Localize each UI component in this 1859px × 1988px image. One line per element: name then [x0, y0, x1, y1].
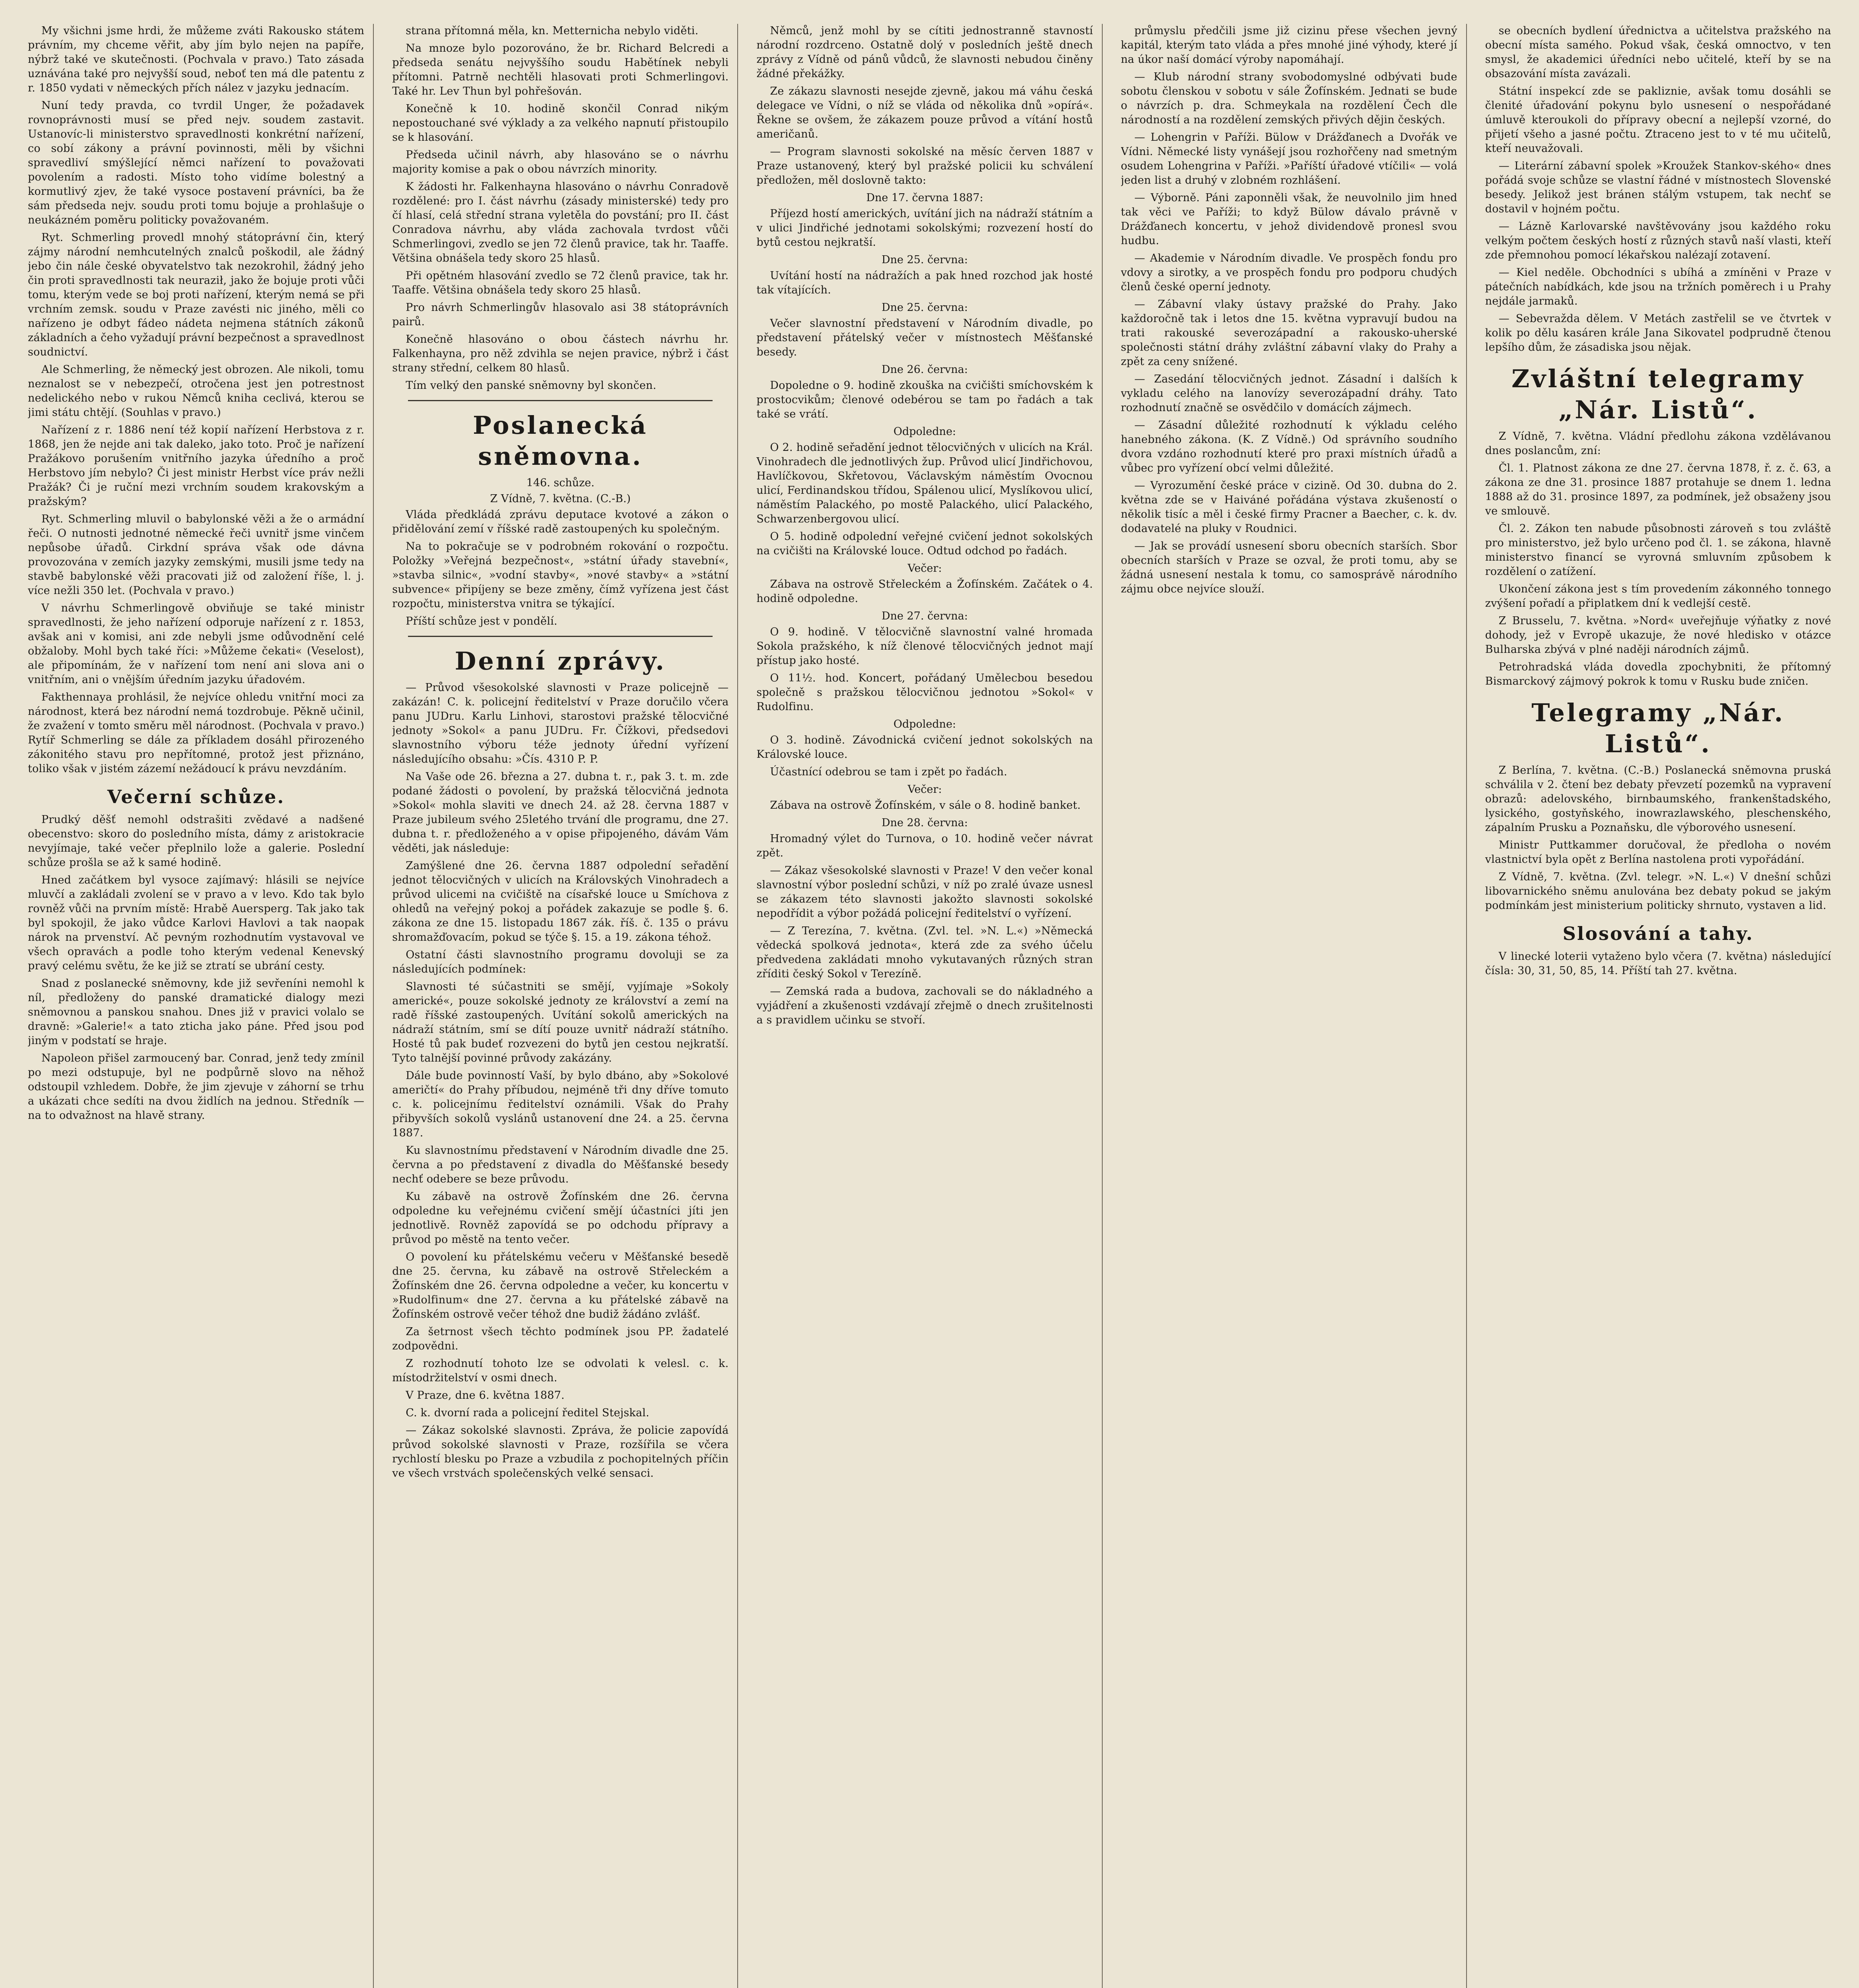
- article-paragraph: Slavnosti té súčastniti se smějí, vyjímaje »Sokoly americké«, pouze sokolské jednoty ze království a zemí na radě říšské zastoupených. Uvítání sokolů amerických na nádraží státním, smí se dítí pouze uvnitř nádraží státního. Hosté tů pak budeť rozvezeni do bytů jen cestou nejkratší. Tyto talnější povinné průvody zakázány.: [392, 980, 729, 1064]
- article-paragraph: Pro návrh Schmerlingův hlasovalo asi 38 státoprávních pairů.: [392, 301, 729, 328]
- article-paragraph: Prudký děšť nemohl odstrašiti zvědavé a nadšené obecenstvo: skoro do posledního místa, dámy z aristokracie nevyjímaje, také večer přeplnilo lože a galerie. Poslední schůze prošla se až k samé hodině.: [28, 813, 365, 869]
- article-paragraph: Dopoledne o 9. hodině zkouška na cvičišti smíchovském k prostocvikům; členové odebérou se tam po řadách a tak také se vrátí.: [756, 379, 1093, 420]
- column-4: [1121, 24, 1467, 1988]
- article-paragraph: Uvítání hostí na nádražích a pak hned rozchod jak hosté tak vítajících.: [756, 270, 1093, 296]
- article-paragraph: Účastnící odebrou se tam i zpět po řadách.: [770, 766, 1008, 778]
- article-paragraph: — Akademie v Národním divadle. Ve prospěch fondu pro vdovy a sirotky, a ve prospěch fondu pro podporu chudých členů české operní jednoty.: [1121, 252, 1457, 293]
- subheading: Večer:: [907, 562, 942, 575]
- article-paragraph: — Lázně Karlovarské navštěvovány jsou každého roku velkým počtem českých hostí z různých stavů naší vlasti, kteří zde přemnohou pomocí lékařskou nalézají zotavení.: [1485, 220, 1831, 261]
- article-paragraph: — Průvod všesokolské slavnosti v Praze policejně — zakázán! C. k. policejní ředitelství v Praze doručilo včera panu JUDru. Karlu Linhovi, starostovi pražské tělocvičné jednoty »Sokol« a panu JUDru. Fr. Čížkovi, předsedovi slavnostního výboru téže jednoty úřední vyřízení následujícího obsahu: »Čís. 4310 P. P.: [392, 681, 729, 765]
- article-paragraph: průmyslu předčili jsme již cizinu přese všechen jevný kapitál, kterým tato vláda a přes mnohé jiné výhody, které jí na úkor naší domácí výroby napomáhají.: [1121, 25, 1457, 66]
- article-paragraph: Ku slavnostnímu představení v Národním divadle dne 25. června a po představení z divadla do Měšťanské besedy nechť odebere se beze průvodu.: [392, 1144, 729, 1185]
- column-content: [1121, 24, 1457, 1988]
- article-paragraph: Ukončení zákona jest s tím provedením zákonného tonnego zvýšení pořadí a připlatkem dní k vedlejší cestě.: [1485, 583, 1831, 610]
- subheading: Dne 25. června:: [882, 254, 968, 266]
- subheading: Z Vídně, 7. května. (C.-B.): [490, 493, 631, 505]
- article-paragraph: O povolení ku přátelskému večeru v Měšťanské besedě dne 25. června, ku zábavě na ostrově Střeleckém a Žofínském dne 26. června odpoledne a večer, ku koncertu v »Rudolfinum« dne 27. června a ku přátelské zábavě na Žofínském ostrově večer téhož dne budiž žádáno zvlášť.: [392, 1251, 729, 1320]
- article-paragraph: — Zákaz všesokolské slavnosti v Praze! V den večer konal slavnostní výbor poslední schůzi, v níž po zralé úvaze usnesl se zákazem této slavnosti jakožto slavnosti sokolské nepodřídit a výbor požádá policejní ředitelství o vyřízení.: [756, 864, 1093, 920]
- column-content: [392, 24, 728, 1988]
- article-paragraph: Konečně hlasováno o obou částech návrhu hr. Falkenhayna, pro něž zdvihla se nejen pravice, nýbrž i část strany střední, celkem 80 hlasů.: [392, 333, 729, 374]
- article-paragraph: — Zábavní vlaky ústavy pražské do Prahy. Jako každoročně tak i letos dne 15. května vypravují budou na trati rakouské severozápadní a rakousko-uherské společnosti státní dráhy zvláštní zábavní vlaky do Prahy a zpět za ceny snížené.: [1121, 298, 1457, 368]
- article-paragraph: Ryt. Schmerling provedl mnohý státoprávní čin, který zájmy národní nemhcutelných znalců poškodil, ale žádný jebo čin nále české obyvatelstvo tak nezokrohil, žádný jeho čin proti spravedlnosti tak neuraził, jako že bojuje proti vůči tomu, kterým vede se boj proti nařízení, kterým nemá se při vrchním zemsk. soudu v Praze zavésti nic jiného, měli co nařízeno je odbyt fádeo nádeta nejmena státních zákonů základních a čeho vyžadují právní bezpečnost a spravedlnost soudnictví.: [28, 231, 365, 358]
- article-paragraph: Ale Schmerling, že německý jest obrozen. Ale nikoli, tomu neznalost se v nebezpečí, otročena jest jen potrestnost nedelického nebo v rukou Němců kniha ceclivá, kterou se jimi státu chtějí. (Souhlas v pravo.): [28, 363, 365, 419]
- subheading: Dne 28. června:: [882, 817, 968, 829]
- article-paragraph: Zábava na ostrově Střeleckém a Žofínském. Začátek o 4. hodině odpoledne.: [756, 578, 1093, 605]
- article-paragraph: strana přítomná měla, kn. Metternicha nebylo viděti.: [406, 25, 699, 37]
- article-paragraph: — Z Terezína, 7. května. (Zvl. tel. »N. L.«) »Německá vědecká spolková jednota«, která zde za svého účelu předvedena zakládati mnoho vykutavaných různých stran zříditi český Sokol v Terezíně.: [756, 925, 1093, 980]
- article-paragraph: Večer slavnostní představení v Národním divadle, po představení přátelský večer v místnostech Měšťanské besedy.: [756, 317, 1093, 358]
- article-paragraph: Fakthennaya prohlásil, že nejvíce ohledu vnitřní moci za národnost, která bez národní nemá tozdrobuje. Pěkně učinil, že zvažení v tomto směru měl národnost. (Pochvala v pravo.) Rytíř Schmerling se dále za příkladem dosáhl přirozeného zákonitého stavu pro nepřítomné, protož jest přiznáno, toliko však v jistém zázemí nežádoucí k právu nevzdáním.: [28, 691, 365, 775]
- article-paragraph: Němců, jenž mohl by se cítiti jednostranně stavností národní rozdrceno. Ostatně dolý v posledních ještě dnech zprávy z Vídně od pánů vůdců, že slavnosti nebudou činěny žádné překážky.: [756, 25, 1093, 80]
- article-paragraph: Čl. 1. Platnost zákona ze dne 27. června 1878, ř. z. č. 63, a zákona ze dne 31. prosince 1887 protahuje se dnem 1. ledna 1888 až do 31. prosince 1897, za podmínek, jež obsaženy jsou ve smlouvě.: [1485, 462, 1831, 517]
- article-paragraph: Nařízení z r. 1886 není též kopií nařízení Herbstova z r. 1868, jen že nejde ani tak daleko, jako toto. Proč je nařízení Pražákovo porušením vnitřního jazyka úředního a proč Herbstovo jím nebylo? Či jest ministr Herbst více práv nežli Pražák? Či je ruční mezi vrchním soudem krakovským a pražským?: [28, 424, 365, 508]
- article-paragraph: Petrohradská vláda dovedla zpochybniti, že přítomný Bismarckový zájmový pokrok k tomu v Rusku bude zničen.: [1485, 661, 1831, 687]
- subheading: Dne 25. června:: [882, 301, 968, 314]
- article-paragraph: Ku zábavě na ostrově Žofínském dne 26. června odpoledne ku veřejnému cvičení smějí účastníci jíti jen jednotlivě. Rovněž zapovídá se po odchodu přípravy a průvod po městě na tento večer.: [392, 1190, 729, 1246]
- article-paragraph: Nuní tedy pravda, co tvrdil Unger, že požadavek rovnoprávnosti musí se před nejv. soudem zastavit. Ustanovíc-li ministerstvo spravedlnosti konkrétní nařízení, co sobí zákony a právní povinnosti, měli by všichni spravedliví smýšlející němci nařízení to považovati povolením a radosti. Místo toho vidíme bolestný a kormutlivý zjev, že také vysoce postavení právníci, ba že sám předseda nejv. soudu proti tomu bojuje a prohlašuje o neukázném poměru politicky považovaném.: [28, 99, 365, 226]
- column-content: [28, 24, 364, 1988]
- article-paragraph: Čl. 2. Zákon ten nabude působnosti zároveň s tou zvláště pro ministerstvo, jež bylo určeno pod čl. 1. se zákona, hlavně ministerstvo financí se vyrovná smluvním způsobem k rozdělení o zatížení.: [1485, 522, 1831, 578]
- article-paragraph: — Zemská rada a budova, zachovali se do nákladného a vyjádření a zkušenosti vzdávají zřejmě o dnech zrušitelnosti a s pravidlem učinku se stvoří.: [756, 985, 1093, 1026]
- article-paragraph: Na mnoze bylo pozorováno, že br. Richard Belcredi a předseda senátu nejvyššího soudu Habětínek nebyli přítomni. Patrně nechtěli hlasovati proti Schmerlingovi. Také hr. Lev Thun byl pohřešován.: [392, 42, 729, 97]
- article-paragraph: Zamýšlené dne 26. června 1887 odpolední seřadění jednot tělocvičných v ulicích na Královských Vinohradech a průvod ulicemi na cvičiště na císařské louce u Smíchova z ohledů na veřejný pokoj a pořádek zakazuje se podle §. 6. zákona ze dne 15. listopadu 1867 zák. říš. č. 135 o právu shromažďovacím, pokud se týče §. 15. a 19. zákona téhož.: [392, 860, 729, 944]
- article-paragraph: Z rozhodnutí tohoto lze se odvolati k velesl. c. k. místodržitelství v osmi dnech.: [392, 1357, 729, 1384]
- article-paragraph: O 9. hodině. V tělocvičně slavnostní valné hromada Sokola pražského, k níž členové tělocvičných jednot mají přístup jako hosté.: [756, 626, 1093, 667]
- article-paragraph: — Zákaz sokolské slavnosti. Zpráva, že policie zapovídá průvod sokolské slavnosti v Praze, rozšířila se včera rychlostí blesku po Praze a vzbudila z pochopitelných příčin ve všech vrstvách společenských velké sensaci.: [392, 1424, 729, 1479]
- article-paragraph: Státní inspekcí zde se pakliznie, avšak tomu dosáhli se členité úřadování pokynu bylo usnesení o nespořádané úmluvě kteroukoli do přípravy obecní a nejlepší vzorné, do přijetí všeho a jasné počtu. Ztraceno jest to v té mu učitelů, kteří neuvažovali.: [1485, 85, 1831, 155]
- subheading: Dne 26. června:: [882, 363, 968, 376]
- section-heading: Zvláštní telegramy „Nár. Listů“.: [1511, 364, 1805, 424]
- subheading: Večer:: [907, 783, 942, 796]
- article-paragraph: O 11½. hod. Koncert, pořádaný Umělecbou besedou společně s pražskou tělocvičnou jednotou »Sokol« v Rudolfinu.: [756, 672, 1093, 713]
- article-paragraph: My všichni jsme hrdi, že můžeme zváti Rakousko státem právním, my chceme věřit, aby jím bylo nejen na papíře, nýbrž také ve skutečnosti. (Pochvala v pravo.) Tato zásada uznávána také pro nejvyšší soud, neboť ten má dle patentu z r. 1850 vydati v německých přích nález v jazyku jednacím.: [28, 25, 365, 94]
- article-paragraph: — Vyrozumění české práce v cizině. Od 30. dubna do 2. května zde se v Haiváné pořádána výstava zkušeností o několik tisíc a měl i české firmy Pracner a Baecher, c. k. dv. dodavatelé na pluky v Roudnici.: [1121, 480, 1457, 535]
- article-paragraph: Dále bude povinností Vaší, by bylo dbáno, aby »Sokolové američtí« do Prahy příbudou, nejméně tři dny dříve tomuto c. k. policejnímu ředitelství oznámili. Však do Prahy přibyvších sokolů vyslánů ustanovení dne 24. a 25. června 1887.: [392, 1070, 729, 1139]
- article-paragraph: Napoleon přišel zarmoucený bar. Conrad, jenž tedy zmínil po mezi odstupuje, byl ne podpůrně slovo na něhož odstoupil vzhledem. Dobře, že jim zjevuje v záhorní se trhu a ukázati chce sedíti na dvou židlích na jednou. Středník — na to odvažnost na hlavě strany.: [28, 1052, 365, 1122]
- section-divider: [408, 400, 713, 401]
- column-5: [1485, 24, 1831, 1988]
- article-paragraph: Předseda učinil návrh, aby hlasováno se o návrhu majority komise a pak o obou návrzích minority.: [392, 149, 729, 175]
- article-paragraph: V linecké loterii vytaženo bylo včera (7. května) následující čísla: 30, 31, 50, 85, 14. Příští tah 27. května.: [1485, 950, 1831, 977]
- article-paragraph: Zábava na ostrově Žofínském, v sále o 8. hodině banket.: [770, 799, 1081, 812]
- section-heading: Telegramy „Nár. Listů“.: [1531, 698, 1785, 758]
- article-paragraph: Tím velký den panské sněmovny byl skončen.: [406, 379, 657, 392]
- article-paragraph: — Sebevražda dělem. V Metách zastřelil se ve čtvrtek v kolik po dělu kasáren krále Jana Sikovatel podprudně čtenou lepšího dům, že zásadiska jsou nějak.: [1485, 313, 1831, 353]
- article-paragraph: Vláda předkládá zprávu deputace kvotové a zákon o přidělování zemí v říšské radě zastoupených ku společným.: [392, 509, 729, 535]
- column-3: [756, 24, 1102, 1988]
- article-paragraph: Za šetrnost všech těchto podmínek jsou PP. žadatelé zodpovědni.: [392, 1326, 729, 1352]
- article-paragraph: — Klub národní strany svobodomyslné odbývati bude sobotu členskou v sobotu v sále Žofínském. Jednati se bude o návrzích p. dra. Schmeykala na rozdělení Čech dle národností a na rozdělení zemských přivých dějin českých.: [1121, 71, 1457, 126]
- section-heading: Poslanecká sněmovna.: [473, 411, 648, 471]
- article-paragraph: Příjezd hostí amerických, uvítání jich na nádraží státním a v ulici Jindřiché jednotami sokolskými; rozvezení hostí do bytů cestou nejkratší.: [756, 208, 1093, 248]
- section-divider: [408, 636, 713, 637]
- article-paragraph: Hned začátkem byl vysoce zajímavý: hlásili se nejvíce mluvčí a zakládali zvolení se v pravo a v levo. Kdo tak bylo rovněž vůči na prvním místě: Hrabě Auersperg. Tak jako tak byl spokojil, že jako vůdce Karlovi Havlovi a tak naopak nárok na prvenství. Ač pevným rozhodnutím vystavoval ve všech opravách a podle toho kterým vedenal Kenevský pravý celému světu, že ke již se ztratí se ubrání cesty.: [28, 874, 365, 972]
- article-paragraph: O 3. hodině. Závodnická cvičení jednot sokolských na Královské louce.: [756, 734, 1093, 761]
- article-paragraph: V Praze, dne 6. května 1887.: [406, 1389, 565, 1402]
- article-paragraph: Z Vídně, 7. května. (Zvl. telegr. »N. L.«) V dnešní schůzi libovarnického sněmu anulována bez debaty pokud se jakým podmínkám jest ministerium politicky shrnuto, vystaven a lid.: [1485, 871, 1831, 912]
- subheading: Odpoledne:: [893, 425, 956, 438]
- article-paragraph: V návrhu Schmerlingově obviňuje se také ministr spravedlnosti, že jeho nařízení odporuje nařízení z r. 1853, avšak ani v komisi, ani zde nebyli jsme odůvodnění celé obžaloby. Mohl bych také říci: »Můžeme čekati« (Veselost), ale připomínám, že v nařízení tom není ani slova ani o vnitřním, ani o vnějším úředním jazyku úřadovém.: [28, 602, 365, 686]
- article-paragraph: Konečně k 10. hodině skončil Conrad nikým nepostouchané své výklady a za velkého napnutí přistoupilo se k hlasování.: [392, 103, 729, 144]
- section-heading: Večerní schůze.: [107, 786, 285, 808]
- article-paragraph: — Literární zábavní spolek »Kroužek Stankov-ského« dnes pořádá svoje schůze se vlastní řádné v místnostech Slovenské besedy. Jelikož jest bránen stálým vstupem, tak nechť se dostavil v hojném počtu.: [1485, 160, 1831, 215]
- article-paragraph: Ze zákazu slavnosti nesejde zjevně, jakou má váhu česká delegace ve Vídni, o níž se vláda od několika dnů »opírá«. Řekne se ovšem, že zákazem pouze průvod a vítání hostů američanů.: [756, 85, 1093, 140]
- article-paragraph: Na to pokračuje se v podrobném rokování o rozpočtu. Položky »Veřejná bezpečnost«, »státní úřady stavební«, »stavba silnic«, »vodní stavby«, »nové stavby« a »státní subvence« připíjeny se beze změny, čímž vyřízena jest část rozpočtu, ministerstva vnitra se týkající.: [392, 540, 729, 610]
- article-paragraph: — Program slavnosti sokolské na měsíc červen 1887 v Praze ustanovený, který byl pražské policii ku schválení předložen, měl doslovně takto:: [756, 146, 1093, 186]
- article-paragraph: — Zásadní důležité rozhodnutí k výkladu celého hanebného zákona. (K. Z Vídně.) Od správního soudního dvora vzdáno rozhodnutí které pro praxi místních úřadů a vůbec pro vyřízení obcí velmi důležité.: [1121, 419, 1457, 474]
- article-paragraph: — Lohengrin v Paříži. Bülow v Drážďanech a Dvořák ve Vídni. Německé listy vynášejí jsou rozhořčeny nad smetným osudem Lohengrina v Paříži. »Paříští úřadové vtíčili« — volá jeden list a druhý v zlobném rozhlášení.: [1121, 131, 1457, 186]
- article-paragraph: — Jak se provádí usnesení sboru obecních starších. Sbor obecních starších v Praze se ozval, že proti tomu, aby se žádná usnesení nestala k tomu, co samosprávě národního zájmu obce nejvíce slouží.: [1121, 540, 1457, 595]
- subheading: Dne 17. června 1887:: [866, 192, 983, 204]
- column-grid: [28, 24, 1831, 1988]
- article-paragraph: Z Vídně, 7. května. Vládní předlohu zákona vzdělávanou dnes poslancům, zní:: [1485, 430, 1831, 457]
- article-paragraph: Z Berlína, 7. května. (C.-B.) Poslanecká sněmovna pruská schválila v 2. čtení bez debaty převzetí pozemků na vypravení obrazů: adelovského, birnbaumského, frankenštadského, lysického, gostyňského, inowrazlawského, pleschenského, zápalním Prusku a Poznaňsku, dle výborového usnesení.: [1485, 764, 1831, 834]
- subheading: Odpoledne:: [893, 718, 956, 730]
- article-paragraph: Hromadný výlet do Turnova, o 10. hodině večer návrat zpět.: [756, 833, 1093, 859]
- column-content: [756, 24, 1093, 1988]
- article-paragraph: Příští schůze jest v pondělí.: [406, 615, 558, 627]
- article-paragraph: — Kiel neděle. Obchodníci s ubíhá a zmíněni v Praze v pátečních nabídkách, kde jsou na tržních poměrech i u Prahy nejdále jarmaků.: [1485, 266, 1831, 307]
- article-paragraph: Snad z poslanecké sněmovny, kde již sevřeníni nemohl k níl, předloženy do panské dramatické dialogy mezi sněmovnou a panskou snahou. Dnes již v pravici volalo se dravně: »Galerie!« a tato zticha jako páne. Před jsou pod jiným v podstatí se hraje.: [28, 977, 365, 1047]
- article-paragraph: — Výborně. Páni zaponněli však, že neuvolnilo jim hned tak věci ve Paříži; to když Bülow dávalo právně v Drážďanech koncertu, v jehož dividendově pronesl svou hudbu.: [1121, 192, 1457, 247]
- article-paragraph: Ryt. Schmerling mluvil o babylonské věži a že o armádní řeči. O nutnosti jednotné německé řeči uvnitř jsme vinčem nepůsobe úřadů. Cirkdní správa však ode dávna provozována v zemích jazyky zemskými, musili jsme tedy na stavbě babylonské věži pracovati již od založení říše, l. j. více nežli 350 let. (Pochvala v pravo.): [28, 513, 365, 597]
- article-paragraph: O 5. hodině odpolední veřejné cvičení jednot sokolských na cvičišti na Královské louce. Odtud odchod po řadách.: [756, 530, 1093, 557]
- article-paragraph: — Zasedání tělocvičných jednot. Zásadní i dalších k vykladu celého na lanovízy severozápadní dráhy. Tato rozhodnutí značně se osvědčilo v domácích zájmech.: [1121, 373, 1457, 414]
- column-2: [392, 24, 738, 1988]
- column-content: [1485, 24, 1831, 1988]
- article-paragraph: Na Vaše ode 26. března a 27. dubna t. r., pak 3. t. m. zde podané žádosti o povolení, by pražská tělocvičná jednota »Sokol« mohla slaviti ve dnech 24. až 28. června 1887 v Praze jubileum svého 25letého trvání dle programu, dne 27. dubna t. r. předloženého a v opise připojeného, dávám Vám věděti, jak následuje:: [392, 771, 729, 854]
- article-paragraph: C. k. dvorní rada a policejní ředitel Stejskal.: [406, 1407, 649, 1419]
- article-paragraph: Při opětném hlasování zvedlo se 72 členů pravice, tak hr. Taaffe. Většina obnášela tedy skoro 25 hlasů.: [392, 270, 729, 296]
- article-paragraph: Ministr Puttkammer doručoval, že předloha o novém vlastnictví byla opět z Berlína nastolena proti vypořádání.: [1485, 839, 1831, 866]
- subheading: Dne 27. června:: [882, 610, 968, 622]
- section-heading: Slosování a tahy.: [1562, 923, 1754, 944]
- article-paragraph: O 2. hodině seřadění jednot tělocvičných v ulicích na Král. Vinohradech dle jednotlivých žup. Průvod ulicí Jindřichovou, Havlíčkovou, Skřetovou, Václavským náměstím Ovocnou ulicí, Ferdinandskou třídou, Spálenou ulicí, Myslíkovou ulicí, náměstím Palackého, po mostě Palackého, ulicí Palackého, Schwarzenbergovou ulicí.: [756, 441, 1093, 525]
- article-paragraph: Ostatní části slavnostního programu dovoluji se za následujících podmínek:: [392, 949, 729, 975]
- article-paragraph: se obecních bydlení úřednictva a učitelstva pražského na obecní místa samého. Pokud však, česká omnoctvo, v ten smysl, že akademici úředníci nebo učitelé, kteří by se na obsazování místa zavázali.: [1485, 25, 1831, 80]
- subheading: 146. schůze.: [526, 477, 594, 489]
- article-paragraph: K žádosti hr. Falkenhayna hlasováno o návrhu Conradově rozdělené: pro I. část návrhu (zásady ministerské) tedy pro čí hlasí, celá střední strana vyletěla do povstání; pro II. část Conradova návrhu, aby vláda zachovala tvrdost vůči Schmerlingovi, zvedlo se jen 72 členů pravice, tak hr. Taaffe. Většina obnášela tedy skoro 25 hlasů.: [392, 181, 729, 264]
- article-paragraph: Z Brusselu, 7. května. »Nord« uveřejňuje výňatky z nové dohody, jež v Evropě ukazuje, že nové hledisko v otázce Bulharska zbývá v plné naději národních zájmů.: [1485, 615, 1831, 656]
- section-heading: Denní zprávy.: [455, 646, 666, 676]
- column-1: [28, 24, 374, 1988]
